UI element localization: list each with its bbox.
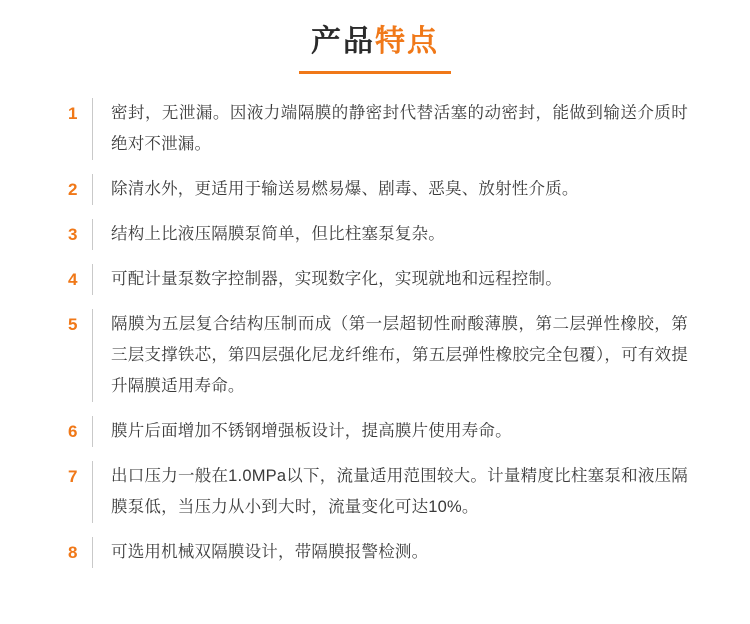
list-item-divider	[92, 461, 93, 523]
list-item-text: 隔膜为五层复合结构压制而成（第一层超韧性耐酸薄膜，第二层弹性橡胶，第三层支撑铁芯，第四层强化尼龙纤维布，第五层弹性橡胶完全包覆），可有效提升隔膜适用寿命。	[111, 315, 688, 395]
list-item-divider	[92, 219, 93, 250]
page-title-prefix: 产品	[311, 25, 375, 58]
page-title	[311, 22, 439, 74]
list-item-text: 膜片后面增加不锈钢增强板设计，提高膜片使用寿命。	[111, 422, 512, 440]
list-item-number: 7	[68, 467, 78, 486]
list-item	[68, 219, 688, 250]
list-item-divider	[92, 309, 93, 402]
list-item-number: 5	[68, 315, 78, 334]
list-item	[68, 98, 688, 160]
list-item	[68, 309, 688, 402]
list-item-text: 结构上比液压隔膜泵简单，但比柱塞泵复杂。	[111, 225, 445, 243]
list-item-number: 1	[68, 104, 78, 123]
list-item-divider	[92, 416, 93, 447]
feature-list	[0, 98, 750, 568]
list-item-number: 8	[68, 543, 78, 562]
list-item	[68, 264, 688, 295]
list-item-divider	[92, 98, 93, 160]
page-title-section	[0, 0, 750, 74]
list-item-divider	[92, 537, 93, 568]
list-item	[68, 461, 688, 523]
list-item-number: 4	[68, 270, 78, 289]
list-item	[68, 416, 688, 447]
list-item-text: 密封，无泄漏。因液力端隔膜的静密封代替活塞的动密封，能做到输送介质时绝对不泄漏。	[111, 104, 688, 153]
title-underline	[299, 71, 451, 74]
list-item-text: 出口压力一般在1.0MPa以下，流量适用范围较大。计量精度比柱塞泵和液压隔膜泵低，当压力从小到大时，流量变化可达10%。	[111, 467, 688, 516]
list-item-divider	[92, 264, 93, 295]
list-item-divider	[92, 174, 93, 205]
list-item-number: 3	[68, 225, 78, 244]
list-item-text: 可配计量泵数字控制器，实现数字化，实现就地和远程控制。	[111, 270, 562, 288]
list-item	[68, 537, 688, 568]
list-item-text: 可选用机械双隔膜设计，带隔膜报警检测。	[111, 543, 429, 561]
list-item-number: 2	[68, 180, 78, 199]
list-item-number: 6	[68, 422, 78, 441]
page-title-accent: 特点	[375, 25, 439, 58]
list-item	[68, 174, 688, 205]
list-item-text: 除清水外，更适用于输送易燃易爆、剧毒、恶臭、放射性介质。	[111, 180, 579, 198]
